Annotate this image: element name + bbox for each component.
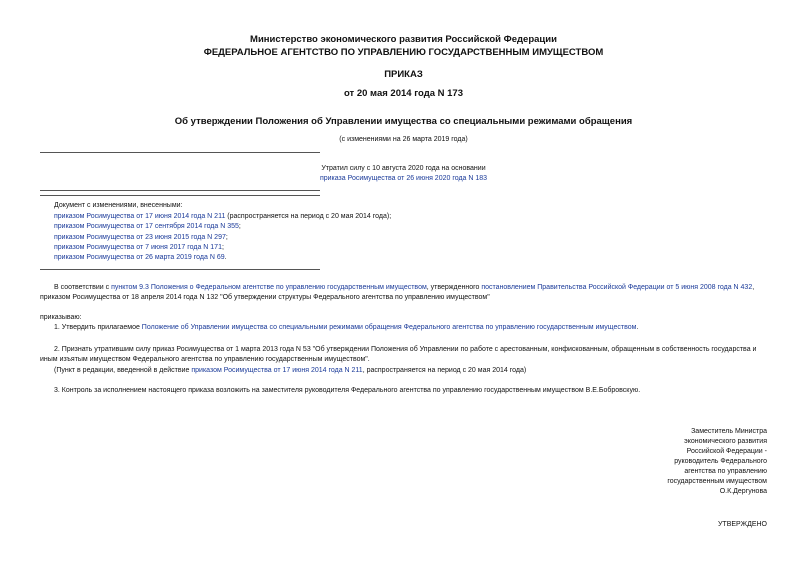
amendment-link[interactable]: приказом Росимущества от 26 марта 2019 года N 69 — [54, 254, 225, 261]
amendment-link[interactable]: приказом Росимущества от 17 июня 2014 года N 211 — [54, 213, 226, 220]
agency-name: ФЕДЕРАЛЬНОЕ АГЕНТСТВО ПО УПРАВЛЕНИЮ ГОСУДАРСТВЕННЫМ ИМУЩЕСТВОМ — [203, 47, 604, 58]
amendment-link[interactable]: приказом Росимущества от 7 июня 2017 года N 171 — [54, 244, 222, 251]
doc-type: ПРИКАЗ — [384, 69, 423, 80]
ministry-name: Министерство экономического развития Российской Федерации — [250, 34, 557, 45]
signature-line: агентства по управлению — [684, 468, 767, 475]
signature-line: Заместитель Министра — [691, 428, 767, 435]
divider — [40, 190, 320, 191]
orders-word: приказываю: — [40, 314, 82, 321]
list-item: приказом Росимущества от 17 июня 2014 года N 211 (распространяется на период с 20 мая 2014 года); — [54, 213, 392, 220]
preamble-paragraph: В соответствии с пунктом 9.3 Положения о Федеральном агентстве по управлению государственным имуществом, утвержденного постановлением Правительства Российской Федерации от 5 июня 2008 года N 432, приказом Росимущества от 18 апреля 2014 года N 132 "Об утверждении структуры Федерального агентства по управлению имуществом" — [40, 284, 755, 301]
signature-line: государственным имуществом — [667, 478, 767, 485]
divider — [40, 195, 320, 196]
amendment-link[interactable]: приказом Росимущества от 23 июня 2015 года N 297 — [54, 234, 226, 241]
approved-label: УТВЕРЖДЕНО — [717, 521, 767, 528]
regulation-link[interactable]: пунктом 9.3 Положения о Федеральном агентстве по управлению государственным имуществом — [111, 284, 427, 291]
list-item: приказом Росимущества от 17 сентября 2014 года N 355; — [54, 223, 241, 230]
amendments-intro: Документ с изменениями, внесенными: — [54, 202, 183, 209]
item-2-note: (Пункт в редакции, введенной в действие приказом Росимущества от 17 июня 2014 года N 211, распространяется на период с 20 мая 2014 года) — [54, 367, 527, 374]
revision-note: (с изменениями на 26 марта 2019 года) — [339, 136, 468, 143]
divider — [40, 269, 320, 270]
regulation-approved-link[interactable]: Положение об Управлении имущества со специальными режимами обращения Федерального агентства по управлению государственным имуществом — [141, 324, 637, 331]
expired-order-link[interactable]: приказа Росимущества от 26 июня 2020 года N 183 — [319, 175, 488, 182]
expired-note: Утратил силу с 10 августа 2020 года на основании — [321, 165, 486, 172]
list-item: приказом Росимущества от 23 июня 2015 года N 297; — [54, 234, 228, 241]
signature-name: О.К.Дергунова — [719, 488, 767, 495]
expired-link-wrap — [0, 174, 807, 184]
item-1: 1. Утвердить прилагаемое Положение об Управлении имущества со специальными режимами обращения Федерального агентства по управлению государственным имуществом. — [54, 324, 639, 331]
amendment-note-link[interactable]: приказом Росимущества от 17 июня 2014 года N 211 — [191, 367, 363, 374]
divider — [40, 152, 320, 153]
item-2: 2. Признать утратившим силу приказ Росимущества от 1 марта 2013 года N 53 "Об утверждении Положения об Управлении по работе с арестованным, конфискованным, обращенным в собственность государства и иным изъятым имуществом Федерального агентства по управлению государственным имуществом". — [40, 346, 757, 363]
signature-line: Российской Федерации - — [686, 448, 767, 455]
item-3: 3. Контроль за исполнением настоящего приказа возложить на заместителя руководителя Федерального агентства по управлению государственным имуществом В.Е.Бобровскую. — [54, 387, 641, 394]
list-item: приказом Росимущества от 7 июня 2017 года N 171; — [54, 244, 224, 251]
government-decree-link[interactable]: постановлением Правительства Российской Федерации от 5 июня 2008 года N 432 — [481, 284, 753, 291]
page-title: Об утверждении Положения об Управлении имущества со специальными режимами обращения — [174, 116, 633, 127]
signature-line: экономического развития — [684, 438, 767, 445]
list-item: приказом Росимущества от 26 марта 2019 года N 69. — [54, 254, 227, 261]
signature-block — [627, 427, 767, 497]
doc-date-number: от 20 мая 2014 года N 173 — [343, 88, 464, 99]
signature-line: руководитель Федерального — [674, 458, 767, 465]
amendment-link[interactable]: приказом Росимущества от 17 сентября 2014 года N 355 — [54, 223, 239, 230]
